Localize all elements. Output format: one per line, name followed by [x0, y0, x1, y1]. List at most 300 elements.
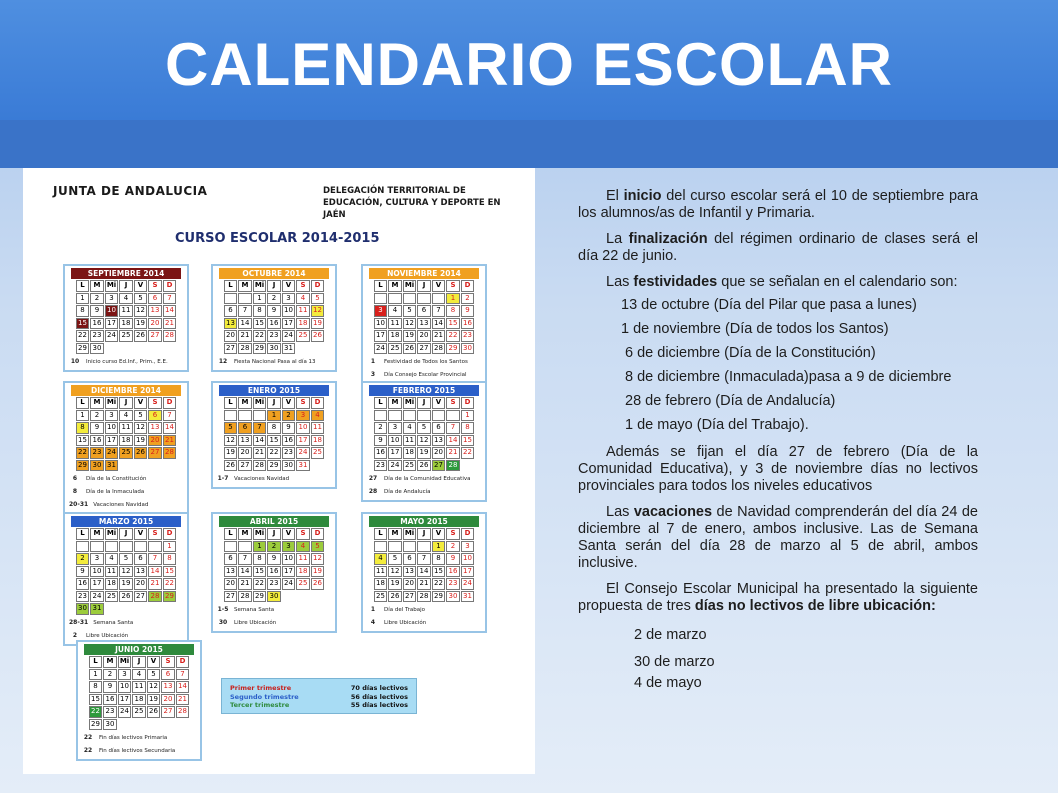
weekday-header: D [163, 528, 177, 540]
empty-cell [238, 410, 252, 422]
day-cell: 14 [432, 318, 446, 330]
empty-cell [403, 410, 417, 422]
day-cell: 1 [267, 410, 281, 422]
weekday-header: M [90, 528, 104, 540]
day-cell: 4 [311, 410, 325, 422]
day-cell: 17 [105, 318, 119, 330]
day-cell: 1 [446, 293, 460, 305]
holiday-item: 8 de diciembre (Inmaculada)pasa a 9 de diciembre [625, 369, 952, 385]
weekday-header: V [432, 397, 446, 409]
day-cell: 9 [103, 681, 117, 693]
day-cell: 5 [403, 305, 417, 317]
day-cell: 3 [282, 293, 296, 305]
day-cell: 2 [282, 410, 296, 422]
day-cell: 25 [132, 706, 146, 718]
day-cell: 31 [90, 603, 104, 615]
day-cell: 16 [374, 447, 388, 459]
day-cell: 29 [76, 343, 90, 355]
day-cell: 4 [388, 305, 402, 317]
day-cell: 12 [388, 566, 402, 578]
empty-cell [417, 541, 431, 553]
day-cell: 21 [417, 578, 431, 590]
day-cell: 6 [417, 305, 431, 317]
day-cell: 30 [90, 460, 104, 472]
month-grid [215, 528, 333, 602]
day-cell: 19 [134, 435, 148, 447]
weekday-header: V [134, 280, 148, 292]
day-cell: 9 [267, 553, 281, 565]
day-cell: 12 [134, 305, 148, 317]
day-cell: 4 [105, 553, 119, 565]
page-title: CALENDARIO ESCOLAR [164, 31, 893, 98]
month-legend-item: 8 Día de la Inmaculada [72, 488, 145, 495]
day-cell: 27 [148, 330, 162, 342]
day-cell: 12 [311, 553, 325, 565]
day-cell: 13 [224, 318, 238, 330]
day-cell: 29 [253, 343, 267, 355]
day-cell: 13 [161, 681, 175, 693]
libre-day-item: 2 de marzo [634, 627, 707, 643]
weekday-header: L [374, 397, 388, 409]
day-cell: 12 [119, 566, 133, 578]
weekday-header: Mi [403, 528, 417, 540]
month-legend-item: 1-5 Semana Santa [217, 606, 275, 613]
month-grid [80, 656, 198, 730]
empty-cell [224, 293, 238, 305]
day-cell: 1 [76, 410, 90, 422]
day-cell: 27 [148, 447, 162, 459]
day-cell: 5 [147, 669, 161, 681]
weekday-header: V [134, 528, 148, 540]
empty-cell [388, 410, 402, 422]
day-cell: 24 [374, 343, 388, 355]
day-cell: 11 [374, 566, 388, 578]
weekday-header: V [432, 528, 446, 540]
day-cell: 4 [132, 669, 146, 681]
day-cell: 17 [282, 318, 296, 330]
empty-cell [224, 410, 238, 422]
day-cell: 17 [282, 566, 296, 578]
holiday-item: 1 de mayo (Día del Trabajo). [625, 417, 809, 433]
day-cell: 8 [89, 681, 103, 693]
day-cell: 20 [148, 318, 162, 330]
day-cell: 31 [296, 460, 310, 472]
day-cell: 19 [311, 318, 325, 330]
libre-day-item: 4 de mayo [634, 675, 702, 691]
weekday-header: S [161, 656, 175, 668]
libre-day-item: 30 de marzo [634, 654, 715, 670]
day-cell: 24 [296, 447, 310, 459]
day-cell: 4 [403, 422, 417, 434]
junta-logo-text: JUNTA DE ANDALUCIA [53, 184, 208, 198]
month-grid [365, 528, 483, 602]
day-cell: 23 [103, 706, 117, 718]
weekday-header: M [90, 397, 104, 409]
month-legend-item: 28-31 Semana Santa [69, 618, 134, 626]
day-cell: 29 [446, 343, 460, 355]
day-cell: 6 [148, 410, 162, 422]
day-cell: 23 [446, 578, 460, 590]
weekday-header: M [388, 528, 402, 540]
holiday-item: 28 de febrero (Día de Andalucía) [625, 393, 836, 409]
day-cell: 17 [118, 694, 132, 706]
weekday-header: M [238, 397, 252, 409]
month-legend-item: 20-31 Vacaciones Navidad [69, 501, 149, 508]
weekday-header: J [417, 528, 431, 540]
day-cell: 30 [461, 343, 475, 355]
weekday-header: L [224, 280, 238, 292]
holiday-item: 6 de diciembre (Día de la Constitución) [625, 345, 876, 361]
weekday-header: J [132, 656, 146, 668]
trimester-row: Segundo trimestre 56 días lectivos [230, 692, 408, 701]
day-cell: 11 [403, 435, 417, 447]
day-cell: 24 [282, 330, 296, 342]
day-cell: 27 [432, 460, 446, 472]
day-cell: 9 [282, 422, 296, 434]
empty-cell [238, 293, 252, 305]
month-legend-item: 28 Día de Andalucía [368, 488, 431, 495]
day-cell: 28 [417, 591, 431, 603]
weekday-header: J [267, 528, 281, 540]
day-cell: 3 [105, 410, 119, 422]
day-cell: 24 [388, 460, 402, 472]
day-cell: 10 [282, 553, 296, 565]
month-legend-item: 22 Fin días lectivos Primaria [83, 734, 168, 741]
day-cell: 7 [163, 293, 177, 305]
paragraph-libre-ubicacion: El Consejo Escolar Municipal ha presentado la siguiente propuesta de tres días no lectivos de libre ubicación: [578, 581, 978, 614]
day-cell: 20 [161, 694, 175, 706]
day-cell: 26 [147, 706, 161, 718]
day-cell: 3 [388, 422, 402, 434]
day-cell: 20 [148, 435, 162, 447]
day-cell: 2 [103, 669, 117, 681]
day-cell: 6 [238, 422, 252, 434]
day-cell: 7 [417, 553, 431, 565]
day-cell: 22 [89, 706, 103, 718]
day-cell: 20 [238, 447, 252, 459]
month-legend-item: 1 Festividad de Todos los Santos [370, 358, 468, 365]
weekday-header: S [148, 397, 162, 409]
day-cell: 18 [311, 435, 325, 447]
day-cell: 4 [296, 541, 310, 553]
weekday-header: D [163, 397, 177, 409]
day-cell: 26 [224, 460, 238, 472]
weekday-header: D [311, 280, 325, 292]
day-cell: 20 [224, 330, 238, 342]
month-calendar [211, 512, 337, 633]
day-cell: 29 [163, 591, 177, 603]
day-cell: 3 [282, 541, 296, 553]
day-cell: 26 [388, 591, 402, 603]
month-legend-item: 1-7 Vacaciones Navidad [217, 475, 290, 482]
month-legend-item: 10 Inicio curso Ed.Inf., Prim., E.E. [70, 358, 168, 365]
day-cell: 13 [432, 435, 446, 447]
weekday-header: Mi [253, 397, 267, 409]
day-cell: 30 [103, 719, 117, 731]
day-cell: 7 [163, 410, 177, 422]
weekday-header: D [461, 397, 475, 409]
day-cell: 1 [432, 541, 446, 553]
day-cell: 1 [163, 541, 177, 553]
weekday-header: M [238, 528, 252, 540]
day-cell: 8 [253, 305, 267, 317]
day-cell: 10 [90, 566, 104, 578]
day-cell: 17 [374, 330, 388, 342]
weekday-header: L [224, 397, 238, 409]
day-cell: 14 [163, 305, 177, 317]
day-cell: 7 [238, 305, 252, 317]
day-cell: 21 [432, 330, 446, 342]
day-cell: 18 [296, 566, 310, 578]
day-cell: 19 [403, 330, 417, 342]
day-cell: 6 [224, 305, 238, 317]
day-cell: 17 [90, 578, 104, 590]
month-legend-item: 1 Día del Trabajo [370, 606, 425, 613]
day-cell: 16 [446, 566, 460, 578]
weekday-header: S [446, 280, 460, 292]
day-cell: 19 [134, 318, 148, 330]
month-title: NOVIEMBRE 2014 [369, 268, 479, 279]
day-cell: 13 [134, 566, 148, 578]
month-title: DICIEMBRE 2014 [71, 385, 181, 396]
day-cell: 29 [267, 460, 281, 472]
day-cell: 9 [461, 305, 475, 317]
day-cell: 4 [296, 293, 310, 305]
month-grid [215, 397, 333, 471]
weekday-header: V [282, 280, 296, 292]
day-cell: 30 [76, 603, 90, 615]
day-cell: 3 [296, 410, 310, 422]
day-cell: 15 [432, 566, 446, 578]
day-cell: 17 [461, 566, 475, 578]
weekday-header: J [119, 528, 133, 540]
day-cell: 8 [267, 422, 281, 434]
day-cell: 15 [76, 435, 90, 447]
title-band [0, 120, 1058, 168]
day-cell: 24 [282, 578, 296, 590]
weekday-header: Mi [105, 397, 119, 409]
day-cell: 1 [89, 669, 103, 681]
month-title: MAYO 2015 [369, 516, 479, 527]
day-cell: 1 [76, 293, 90, 305]
day-cell: 13 [148, 305, 162, 317]
day-cell: 7 [432, 305, 446, 317]
day-cell: 3 [374, 305, 388, 317]
day-cell: 21 [238, 330, 252, 342]
month-calendar [76, 640, 202, 761]
weekday-header: D [461, 280, 475, 292]
day-cell: 10 [105, 305, 119, 317]
paragraph-festividades: Las festividades que se señalan en el calendario son: [606, 274, 958, 290]
month-grid [365, 280, 483, 354]
day-cell: 14 [238, 566, 252, 578]
empty-cell [374, 293, 388, 305]
day-cell: 27 [403, 591, 417, 603]
weekday-header: J [119, 397, 133, 409]
day-cell: 30 [446, 591, 460, 603]
day-cell: 27 [238, 460, 252, 472]
month-title: ABRIL 2015 [219, 516, 329, 527]
day-cell: 28 [238, 343, 252, 355]
month-title: OCTUBRE 2014 [219, 268, 329, 279]
month-calendar [361, 381, 487, 502]
day-cell: 30 [90, 343, 104, 355]
month-legend-item: 6 Día de la Constitución [72, 475, 147, 482]
day-cell: 24 [105, 447, 119, 459]
empty-cell [417, 410, 431, 422]
day-cell: 22 [76, 447, 90, 459]
weekday-header: Mi [253, 280, 267, 292]
day-cell: 23 [267, 330, 281, 342]
weekday-header: J [417, 397, 431, 409]
weekday-header: L [76, 528, 90, 540]
day-cell: 21 [163, 435, 177, 447]
day-cell: 28 [148, 591, 162, 603]
weekday-header: D [176, 656, 190, 668]
day-cell: 18 [403, 447, 417, 459]
trimester-row: Tercer trimestre 55 días lectivos [230, 701, 408, 709]
day-cell: 2 [446, 541, 460, 553]
day-cell: 30 [282, 460, 296, 472]
day-cell: 23 [267, 578, 281, 590]
day-cell: 24 [461, 578, 475, 590]
empty-cell [432, 293, 446, 305]
paragraph-inicio: El inicio del curso escolar será el 10 de septiembre para los alumnos/as de Infantil y Primaria. [578, 188, 979, 221]
day-cell: 26 [134, 447, 148, 459]
day-cell: 11 [388, 318, 402, 330]
weekday-header: S [296, 528, 310, 540]
day-cell: 24 [90, 591, 104, 603]
day-cell: 5 [134, 293, 148, 305]
day-cell: 7 [238, 553, 252, 565]
school-calendar-image [23, 168, 535, 774]
day-cell: 31 [282, 343, 296, 355]
weekday-header: V [134, 397, 148, 409]
day-cell: 16 [267, 318, 281, 330]
day-cell: 5 [311, 293, 325, 305]
day-cell: 31 [461, 591, 475, 603]
empty-cell [119, 541, 133, 553]
day-cell: 14 [417, 566, 431, 578]
day-cell: 4 [119, 410, 133, 422]
day-cell: 3 [90, 553, 104, 565]
day-cell: 25 [119, 330, 133, 342]
day-cell: 17 [388, 447, 402, 459]
day-cell: 21 [446, 447, 460, 459]
weekday-header: L [76, 397, 90, 409]
day-cell: 11 [119, 422, 133, 434]
empty-cell [374, 410, 388, 422]
day-cell: 18 [132, 694, 146, 706]
day-cell: 15 [89, 694, 103, 706]
day-cell: 6 [432, 422, 446, 434]
day-cell: 6 [148, 293, 162, 305]
day-cell: 28 [176, 706, 190, 718]
weekday-header: L [76, 280, 90, 292]
day-cell: 7 [176, 669, 190, 681]
month-grid [67, 397, 185, 471]
day-cell: 8 [253, 553, 267, 565]
day-cell: 18 [119, 435, 133, 447]
day-cell: 26 [311, 330, 325, 342]
holiday-item: 13 de octubre (Día del Pilar que pasa a lunes) [621, 297, 917, 313]
day-cell: 28 [446, 460, 460, 472]
weekday-header: J [267, 280, 281, 292]
day-cell: 21 [148, 578, 162, 590]
day-cell: 26 [134, 330, 148, 342]
month-calendar [361, 264, 487, 385]
day-cell: 13 [148, 422, 162, 434]
day-cell: 18 [119, 318, 133, 330]
day-cell: 25 [119, 447, 133, 459]
day-cell: 1 [461, 410, 475, 422]
day-cell: 25 [403, 460, 417, 472]
month-legend-item: 22 Fin días lectivos Secundaria [83, 747, 176, 754]
trimester-summary [221, 678, 417, 714]
day-cell: 22 [253, 578, 267, 590]
empty-cell [134, 541, 148, 553]
day-cell: 22 [76, 330, 90, 342]
empty-cell [76, 541, 90, 553]
day-cell: 28 [163, 447, 177, 459]
day-cell: 11 [105, 566, 119, 578]
day-cell: 30 [267, 343, 281, 355]
day-cell: 21 [253, 447, 267, 459]
day-cell: 12 [311, 305, 325, 317]
weekday-header: Mi [403, 397, 417, 409]
day-cell: 25 [296, 578, 310, 590]
empty-cell [403, 541, 417, 553]
day-cell: 11 [132, 681, 146, 693]
day-cell: 9 [446, 553, 460, 565]
day-cell: 27 [161, 706, 175, 718]
day-cell: 9 [90, 422, 104, 434]
weekday-header: S [148, 280, 162, 292]
day-cell: 20 [417, 330, 431, 342]
day-cell: 16 [267, 566, 281, 578]
day-cell: 8 [432, 553, 446, 565]
day-cell: 2 [90, 410, 104, 422]
day-cell: 16 [90, 318, 104, 330]
day-cell: 14 [148, 566, 162, 578]
day-cell: 31 [105, 460, 119, 472]
day-cell: 15 [267, 435, 281, 447]
day-cell: 29 [432, 591, 446, 603]
day-cell: 26 [417, 460, 431, 472]
day-cell: 25 [388, 343, 402, 355]
empty-cell [105, 541, 119, 553]
day-cell: 13 [224, 566, 238, 578]
day-cell: 9 [267, 305, 281, 317]
empty-cell [388, 541, 402, 553]
day-cell: 11 [311, 422, 325, 434]
day-cell: 6 [403, 553, 417, 565]
day-cell: 7 [446, 422, 460, 434]
day-cell: 18 [105, 578, 119, 590]
month-grid [215, 280, 333, 354]
day-cell: 5 [311, 541, 325, 553]
day-cell: 26 [311, 578, 325, 590]
delegacion-text: DELEGACIÓN TERRITORIAL DE EDUCACIÓN, CULTURA Y DEPORTE EN JAÉN [323, 186, 501, 220]
day-cell: 14 [176, 681, 190, 693]
day-cell: 20 [224, 578, 238, 590]
day-cell: 16 [282, 435, 296, 447]
day-cell: 2 [374, 422, 388, 434]
weekday-header: L [224, 528, 238, 540]
month-calendar [63, 512, 189, 646]
month-legend-item: 30 Libre Ubicación [218, 619, 277, 626]
weekday-header: V [282, 397, 296, 409]
